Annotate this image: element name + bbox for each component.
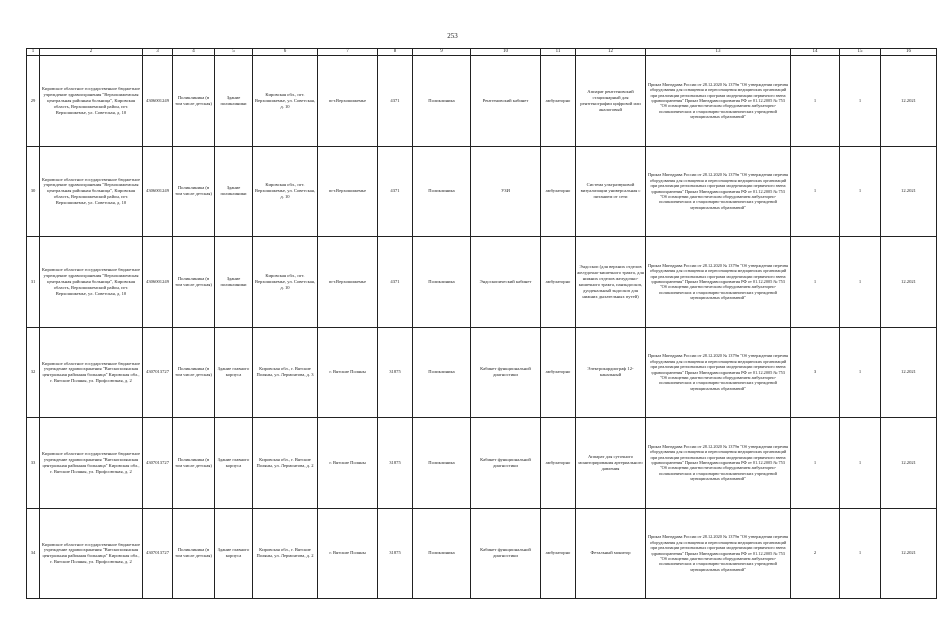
institution-cell: Кировское областное государственное бюджетное учреждение здравоохранения "Вятскополянская центральная районная больница" Кировская обл., г. Вятские Поляны, ул. Профсоюзная, д. 2	[40, 418, 143, 509]
header-cell: 4	[173, 49, 215, 56]
locality-cell: пгт.Верхошижемье	[318, 146, 378, 237]
date-cell: 12.2021	[881, 146, 937, 237]
care-form-cell: амбулаторно	[541, 146, 576, 237]
inn-cell: 4307013727	[143, 327, 173, 418]
qty-planned-cell: 1	[840, 418, 881, 509]
header-cell: 3	[143, 49, 173, 56]
cabinet-cell: Эндоскопический кабинет	[471, 237, 541, 328]
institution-cell: Кировское областное государственное бюджетное учреждение здравоохранения "Верхошижемская центральная районная больница", Кировская область, Верхошижемский район, пгт. Верхошижемье, ул. Советская, д. 10	[40, 237, 143, 328]
date-cell: 12.2021	[881, 237, 937, 328]
row-number: 34	[27, 508, 40, 599]
header-cell: 10	[471, 49, 541, 56]
header-cell: 6	[253, 49, 318, 56]
legal-basis-cell: Приказ Минздрава России от 28.12.2020 № 1379н "Об утверждении перечня оборудования для оснащения и переоснащения медицинских организаций при реализации региональных программ модернизации первичного звена здравоохранения" Приказ Минздравсоцразвития РФ от 01.12.2005 № 753 "Об оснащении диагностическим оборудованием амбулаторно-поликлинических и стационарно-поликлинических учреждений муниципальных образований"	[646, 508, 791, 599]
table-row	[27, 146, 937, 237]
equipment-cell: Система ультразвуковой визуализации универсальная с питанием от сети	[576, 146, 646, 237]
qty-planned-cell: 1	[840, 146, 881, 237]
date-cell: 12.2021	[881, 418, 937, 509]
code-cell: 31875	[378, 418, 413, 509]
address-cell: Кировская обл., пгт. Верхошижемье, ул. Советская, д. 10	[253, 56, 318, 147]
address-cell: Кировская обл., пгт. Верхошижемье, ул. Советская, д. 10	[253, 237, 318, 328]
unit-type-cell: Поликлиника (в том числе детская)	[173, 327, 215, 418]
header-cell: 9	[413, 49, 471, 56]
header-cell: 8	[378, 49, 413, 56]
row-number: 29	[27, 56, 40, 147]
care-form-cell: амбулаторно	[541, 237, 576, 328]
code-cell: 4371	[378, 146, 413, 237]
table-row	[27, 56, 937, 147]
table-row	[27, 418, 937, 509]
quantity-cell: 1	[791, 56, 840, 147]
inn-cell: 4307013727	[143, 508, 173, 599]
cabinet-cell: Кабинет функциональной диагностики	[471, 327, 541, 418]
unit-type-cell: Поликлиника (в том числе детская)	[173, 56, 215, 147]
date-cell: 12.2021	[881, 327, 937, 418]
institution-cell: Кировское областное государственное бюджетное учреждение здравоохранения "Верхошижемская центральная районная больница", Кировская область, Верхошижемский район, пгт. Верхошижемье, ул. Советская, д. 10	[40, 146, 143, 237]
locality-cell: г. Вятские Поляны	[318, 418, 378, 509]
inn-cell: 4306001249	[143, 56, 173, 147]
building-cell: Здание поликлиники	[215, 237, 253, 328]
equipment-cell: Эндоскоп (для верхних отделов желудочно-кишечного тракта, для нижних отделов желудочно-кишечного тракта, панэндоскоп, дуоденальный эндоскоп для нижних дыхательных путей)	[576, 237, 646, 328]
header-row	[27, 49, 937, 56]
address-cell: Кировская обл., г. Вятские Поляны, ул. Лермонтова, д. 2	[253, 508, 318, 599]
legal-basis-cell: Приказ Минздрава России от 28.12.2020 № 1379н "Об утверждении перечня оборудования для оснащения и переоснащения медицинских организаций при реализации региональных программ модернизации первичного звена здравоохранения" Приказ Минздравсоцразвития РФ от 01.12.2005 № 753 "Об оснащении диагностическим оборудованием амбулаторно-поликлинических и стационарно-поликлинических учреждений муниципальных образований"	[646, 418, 791, 509]
quantity-cell: 1	[791, 418, 840, 509]
unit-type-cell: Поликлиника (в том числе детская)	[173, 146, 215, 237]
header-cell: 11	[541, 49, 576, 56]
institution-cell: Кировское областное государственное бюджетное учреждение здравоохранения "Вятскополянская центральная районная больница" Кировская обл., г. Вятские Поляны, ул. Профсоюзная, д. 2	[40, 508, 143, 599]
header-cell: 14	[791, 49, 840, 56]
unit-type-cell: Поликлиника (в том числе детская)	[173, 418, 215, 509]
header-cell: 5	[215, 49, 253, 56]
building-cell: Здание главного корпуса	[215, 418, 253, 509]
qty-planned-cell: 1	[840, 327, 881, 418]
building-cell: Здание поликлиники	[215, 56, 253, 147]
institution-cell: Кировское областное государственное бюджетное учреждение здравоохранения "Верхошижемская центральная районная больница", Кировская область, Верхошижемский район, пгт. Верхошижемье, ул. Советская, д. 10	[40, 56, 143, 147]
code-cell: 4371	[378, 237, 413, 328]
address-cell: Кировская обл., г. Вятские Поляны, ул. Лермонтова, д. 3	[253, 327, 318, 418]
care-form-cell: амбулаторно	[541, 56, 576, 147]
equipment-cell: Аппарат для суточного мониторирования артериального давления	[576, 418, 646, 509]
cabinet-cell: Кабинет функциональной диагностики	[471, 508, 541, 599]
unit-type-cell: Поликлиника (в том числе детская)	[173, 508, 215, 599]
page-number: 253	[447, 32, 458, 40]
code-cell: 4371	[378, 56, 413, 147]
building-cell: Здание главного корпуса	[215, 327, 253, 418]
locality-cell: г. Вятские Поляны	[318, 327, 378, 418]
inn-cell: 4307013727	[143, 418, 173, 509]
equipment-cell: Аппарат рентгеновский стационарный для рентгенографии цифровой или аналоговый	[576, 56, 646, 147]
row-number: 33	[27, 418, 40, 509]
equipment-cell: Электрокардиограф 12-канальный	[576, 327, 646, 418]
header-cell: 2	[40, 49, 143, 56]
legal-basis-cell: Приказ Минздрава России от 28.12.2020 № 1379н "Об утверждении перечня оборудования для оснащения и переоснащения медицинских организаций при реализации региональных программ модернизации первичного звена здравоохранения" Приказ Минздравсоцразвития РФ от 01.12.2005 № 753 "Об оснащении диагностическим оборудованием амбулаторно-поликлинических и стационарно-поликлинических учреждений муниципальных образований"	[646, 327, 791, 418]
header-cell: 7	[318, 49, 378, 56]
department-cell: Поликлиника	[413, 237, 471, 328]
equipment-table	[26, 48, 937, 599]
department-cell: Поликлиника	[413, 327, 471, 418]
header-cell: 16	[881, 49, 937, 56]
legal-basis-cell: Приказ Минздрава России от 28.12.2020 № 1379н "Об утверждении перечня оборудования для оснащения и переоснащения медицинских организаций при реализации региональных программ модернизации первичного звена здравоохранения" Приказ Минздравсоцразвития РФ от 01.12.2005 № 753 "Об оснащении диагностическим оборудованием амбулаторно-поликлинических и стационарно-поликлинических учреждений муниципальных образований"	[646, 146, 791, 237]
legal-basis-cell: Приказ Минздрава России от 28.12.2020 № 1379н "Об утверждении перечня оборудования для оснащения и переоснащения медицинских организаций при реализации региональных программ модернизации первичного звена здравоохранения" Приказ Минздравсоцразвития РФ от 01.12.2005 № 753 "Об оснащении диагностическим оборудованием амбулаторно-поликлинических и стационарно-поликлинических учреждений муниципальных образований"	[646, 237, 791, 328]
quantity-cell: 1	[791, 237, 840, 328]
locality-cell: пгт.Верхошижемье	[318, 237, 378, 328]
unit-type-cell: Поликлиника (в том числе детская)	[173, 237, 215, 328]
cabinet-cell: Кабинет функциональной диагностики	[471, 418, 541, 509]
cabinet-cell: УЗИ	[471, 146, 541, 237]
building-cell: Здание поликлиники	[215, 146, 253, 237]
code-cell: 31875	[378, 508, 413, 599]
institution-cell: Кировское областное государственное бюджетное учреждение здравоохранения "Вятскополянская центральная районная больница" Кировская обл., г. Вятские Поляны, ул. Профсоюзная, д. 2	[40, 327, 143, 418]
header-cell: 12	[576, 49, 646, 56]
department-cell: Поликлиника	[413, 146, 471, 237]
date-cell: 12.2021	[881, 508, 937, 599]
date-cell: 12.2021	[881, 56, 937, 147]
cabinet-cell: Рентгеновский кабинет	[471, 56, 541, 147]
row-number: 31	[27, 237, 40, 328]
code-cell: 31875	[378, 327, 413, 418]
care-form-cell: амбулаторно	[541, 508, 576, 599]
quantity-cell: 3	[791, 327, 840, 418]
locality-cell: г. Вятские Поляны	[318, 508, 378, 599]
qty-planned-cell: 1	[840, 56, 881, 147]
department-cell: Поликлиника	[413, 418, 471, 509]
department-cell: Поликлиника	[413, 508, 471, 599]
table-row	[27, 508, 937, 599]
care-form-cell: амбулаторно	[541, 418, 576, 509]
qty-planned-cell: 1	[840, 508, 881, 599]
inn-cell: 4306001249	[143, 237, 173, 328]
address-cell: Кировская обл., пгт. Верхошижемье, ул. Советская, д. 10	[253, 146, 318, 237]
locality-cell: пгт.Верхошижемье	[318, 56, 378, 147]
care-form-cell: амбулаторно	[541, 327, 576, 418]
quantity-cell: 1	[791, 146, 840, 237]
row-number: 30	[27, 146, 40, 237]
inn-cell: 4306001249	[143, 146, 173, 237]
equipment-cell: Фетальный монитор	[576, 508, 646, 599]
department-cell: Поликлиника	[413, 56, 471, 147]
address-cell: Кировская обл., г. Вятские Поляны, ул. Лермонтова, д. 2	[253, 418, 318, 509]
header-cell: 13	[646, 49, 791, 56]
qty-planned-cell: 1	[840, 237, 881, 328]
row-number: 32	[27, 327, 40, 418]
header-cell: 15	[840, 49, 881, 56]
legal-basis-cell: Приказ Минздрава России от 28.12.2020 № 1379н "Об утверждении перечня оборудования для оснащения и переоснащения медицинских организаций при реализации региональных программ модернизации первичного звена здравоохранения" Приказ Минздравсоцразвития РФ от 01.12.2005 № 753 "Об оснащении диагностическим оборудованием амбулаторно-поликлинических и стационарно-поликлинических учреждений муниципальных образований"	[646, 56, 791, 147]
table-row	[27, 237, 937, 328]
quantity-cell: 2	[791, 508, 840, 599]
header-cell: 1	[27, 49, 40, 56]
building-cell: Здание главного корпуса	[215, 508, 253, 599]
table-row	[27, 327, 937, 418]
